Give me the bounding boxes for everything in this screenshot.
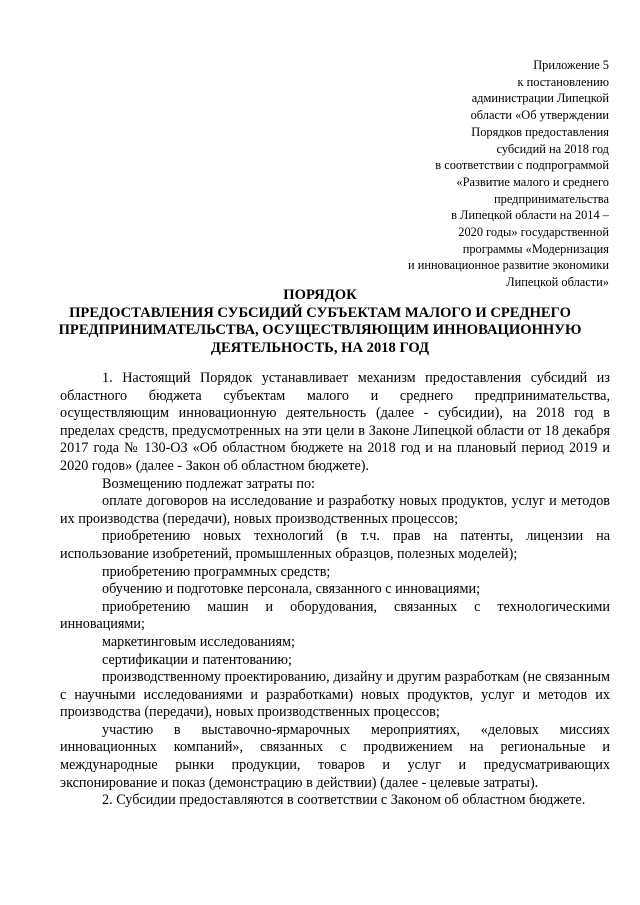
paragraph: участию в выставочно-ярмарочных мероприятиях, «деловых миссиях инновационных компаний», связанных с продвижением на региональные и международные рынки продукции, товаров и услуг и предусматривающих экспонирование и показ (демонстрацию в действии) (далее - целевые затраты). [60, 721, 610, 791]
paragraph: 2. Субсидии предоставляются в соответствии с Законом об областном бюджете. [102, 792, 586, 809]
appendix-line: программы «Модернизация [462, 241, 609, 256]
appendix-line: предпринимательства [494, 191, 609, 206]
paragraph: сертификации и патентованию; [102, 651, 292, 668]
appendix-line: и инновационное развитие экономики [408, 258, 609, 273]
appendix-line: к постановлению [517, 74, 609, 89]
title-line: ПРЕДОСТАВЛЕНИЯ СУБСИДИЙ СУБЪЕКТАМ МАЛОГО И СРЕДНЕГО [69, 304, 571, 321]
appendix-header [309, 57, 609, 291]
title-line: ПОРЯДОК [283, 287, 357, 303]
appendix-line: области «Об утверждении [470, 108, 609, 123]
paragraph: 1. Настоящий Порядок устанавливает механизм предоставления субсидий из областного бюджета субъектам малого и среднего предпринимательства, осуществляющим инновационную деятельность (далее - субсидии), на 2018 год в пределах средств, предусмотренных на эти цели в Законе Липецкой области от 18 декабря 2017 года № 130-ОЗ «Об областном бюджете на 2018 год и на плановый период 2019 и 2020 годов» (далее - Закон об областном бюджете). [60, 370, 610, 474]
title-line: ПРЕДПРИНИМАТЕЛЬСТВА, ОСУЩЕСТВЛЯЮЩИМ ИННОВАЦИОННУЮ [58, 322, 582, 339]
appendix-line: Порядков предоставления [471, 124, 609, 139]
appendix-line: «Развитие малого и среднего [456, 174, 609, 189]
appendix-line: в соответствии с подпрограммой [435, 158, 609, 173]
document-body [60, 370, 610, 810]
appendix-line: Липецкой области» [506, 275, 609, 290]
paragraph: приобретению новых технологий (в т.ч. прав на патенты, лицензии на использование изобретений, промышленных образцов, полезных моделей); [60, 528, 610, 562]
appendix-line: в Липецкой области на 2014 – [451, 208, 609, 223]
appendix-line: администрации Липецкой [471, 91, 609, 106]
paragraph: маркетинговым исследованиям; [102, 633, 295, 650]
paragraph: обучению и подготовке персонала, связанного с инновациями; [102, 581, 481, 598]
paragraph: оплате договоров на исследование и разработку новых продуктов, услуг и методов их производства (передачи), новых производственных процессов; [60, 493, 610, 527]
document-title [40, 287, 600, 357]
appendix-line: субсидий на 2018 год [496, 141, 609, 156]
appendix-line: 2020 годы» государственной [458, 225, 609, 240]
title-line: ДЕЯТЕЛЬНОСТЬ, НА 2018 ГОД [210, 339, 430, 356]
paragraph: производственному проектированию, дизайну и другим разработкам (не связанным с научными исследованиями и разработками) новых продуктов, услуг и методов их производства (передачи), новых производственных процессов; [60, 669, 610, 721]
paragraph: приобретению машин и оборудования, связанных с технологическими инновациями; [60, 598, 610, 633]
paragraph: приобретению программных средств; [102, 563, 331, 580]
paragraph: Возмещению подлежат затраты по: [102, 475, 315, 492]
appendix-line: Приложение 5 [533, 58, 609, 72]
